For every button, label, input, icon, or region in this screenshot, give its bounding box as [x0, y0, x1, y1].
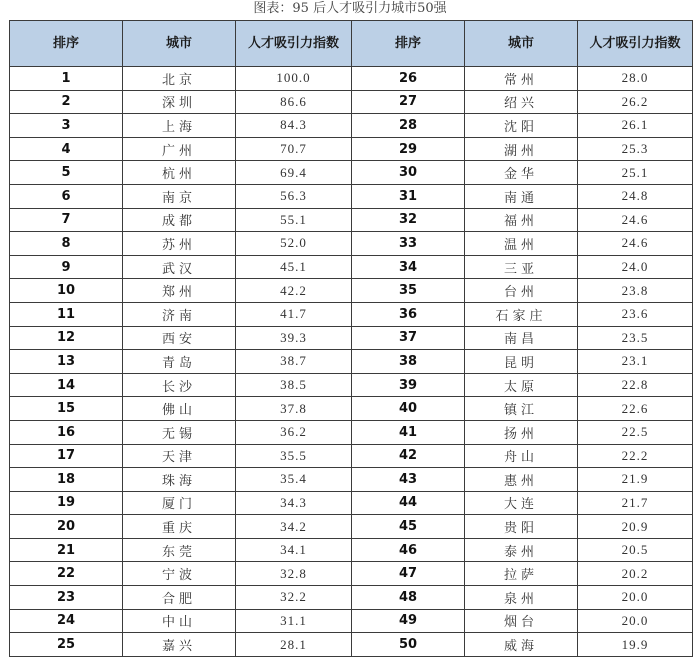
table-row: [10, 468, 693, 492]
score-cell: 34.3: [236, 491, 352, 515]
city-cell: 温州: [465, 232, 578, 256]
rank-cell: 25: [10, 633, 123, 657]
table-row: [10, 609, 693, 633]
city-cell: 福州: [465, 208, 578, 232]
city-cell: 太原: [465, 373, 578, 397]
score-cell: 35.4: [236, 468, 352, 492]
score-cell: 24.8: [578, 184, 693, 208]
city-cell: 宁波: [123, 562, 236, 586]
rank-cell: 41: [352, 420, 465, 444]
table-row: [10, 184, 693, 208]
header-rank: 排序: [352, 21, 465, 67]
city-cell: 长沙: [123, 373, 236, 397]
score-cell: 52.0: [236, 232, 352, 256]
table-row: [10, 279, 693, 303]
rank-cell: 26: [352, 67, 465, 91]
table-row: [10, 350, 693, 374]
score-cell: 34.2: [236, 515, 352, 539]
city-cell: 南京: [123, 184, 236, 208]
city-cell: 昆明: [465, 350, 578, 374]
table-row: [10, 302, 693, 326]
city-cell: 泰州: [465, 538, 578, 562]
city-cell: 沈阳: [465, 114, 578, 138]
rank-cell: 9: [10, 255, 123, 279]
city-cell: 杭州: [123, 161, 236, 185]
rank-cell: 38: [352, 350, 465, 374]
score-cell: 25.3: [578, 137, 693, 161]
city-cell: 西安: [123, 326, 236, 350]
score-cell: 34.1: [236, 538, 352, 562]
rank-cell: 6: [10, 184, 123, 208]
score-cell: 22.2: [578, 444, 693, 468]
score-cell: 38.5: [236, 373, 352, 397]
score-cell: 19.9: [578, 633, 693, 657]
rank-cell: 35: [352, 279, 465, 303]
score-cell: 24.6: [578, 232, 693, 256]
table-row: [10, 373, 693, 397]
score-cell: 28.1: [236, 633, 352, 657]
city-cell: 佛山: [123, 397, 236, 421]
rank-cell: 47: [352, 562, 465, 586]
rank-cell: 18: [10, 468, 123, 492]
city-cell: 扬州: [465, 420, 578, 444]
city-cell: 惠州: [465, 468, 578, 492]
city-cell: 舟山: [465, 444, 578, 468]
header-city: 城市: [123, 21, 236, 67]
score-cell: 22.5: [578, 420, 693, 444]
rank-cell: 40: [352, 397, 465, 421]
score-cell: 21.7: [578, 491, 693, 515]
rank-cell: 36: [352, 302, 465, 326]
score-cell: 20.2: [578, 562, 693, 586]
rank-cell: 49: [352, 609, 465, 633]
header-score: 人才吸引力指数: [236, 21, 352, 67]
rank-cell: 29: [352, 137, 465, 161]
city-cell: 武汉: [123, 255, 236, 279]
score-cell: 31.1: [236, 609, 352, 633]
header-rank: 排序: [10, 21, 123, 67]
score-cell: 70.7: [236, 137, 352, 161]
table-row: [10, 586, 693, 610]
city-cell: 绍兴: [465, 90, 578, 114]
rank-cell: 1: [10, 67, 123, 91]
city-cell: 合肥: [123, 586, 236, 610]
city-cell: 贵阳: [465, 515, 578, 539]
score-cell: 35.5: [236, 444, 352, 468]
score-cell: 39.3: [236, 326, 352, 350]
score-cell: 84.3: [236, 114, 352, 138]
table-row: [10, 420, 693, 444]
score-cell: 41.7: [236, 302, 352, 326]
score-cell: 32.8: [236, 562, 352, 586]
rank-cell: 8: [10, 232, 123, 256]
city-cell: 拉萨: [465, 562, 578, 586]
table-row: [10, 67, 693, 91]
city-cell: 郑州: [123, 279, 236, 303]
score-cell: 20.0: [578, 586, 693, 610]
rank-cell: 23: [10, 586, 123, 610]
city-cell: 厦门: [123, 491, 236, 515]
rank-cell: 19: [10, 491, 123, 515]
rank-cell: 16: [10, 420, 123, 444]
score-cell: 42.2: [236, 279, 352, 303]
rank-cell: 43: [352, 468, 465, 492]
city-cell: 金华: [465, 161, 578, 185]
rank-cell: 12: [10, 326, 123, 350]
rank-cell: 24: [10, 609, 123, 633]
rank-cell: 44: [352, 491, 465, 515]
city-cell: 常州: [465, 67, 578, 91]
rank-cell: 22: [10, 562, 123, 586]
rank-cell: 32: [352, 208, 465, 232]
score-cell: 37.8: [236, 397, 352, 421]
rank-cell: 30: [352, 161, 465, 185]
rank-cell: 48: [352, 586, 465, 610]
rank-cell: 4: [10, 137, 123, 161]
city-cell: 泉州: [465, 586, 578, 610]
score-cell: 26.2: [578, 90, 693, 114]
city-cell: 广州: [123, 137, 236, 161]
rank-cell: 37: [352, 326, 465, 350]
rank-cell: 2: [10, 90, 123, 114]
rank-cell: 7: [10, 208, 123, 232]
score-cell: 26.1: [578, 114, 693, 138]
table-row: [10, 326, 693, 350]
score-cell: 36.2: [236, 420, 352, 444]
score-cell: 20.0: [578, 609, 693, 633]
score-cell: 21.9: [578, 468, 693, 492]
score-cell: 38.7: [236, 350, 352, 374]
table-row: [10, 114, 693, 138]
score-cell: 22.6: [578, 397, 693, 421]
city-cell: 青岛: [123, 350, 236, 374]
table-row: [10, 444, 693, 468]
city-cell: 烟台: [465, 609, 578, 633]
score-cell: 100.0: [236, 67, 352, 91]
table-row: [10, 161, 693, 185]
rank-cell: 14: [10, 373, 123, 397]
city-cell: 天津: [123, 444, 236, 468]
header-city: 城市: [465, 21, 578, 67]
city-cell: 深圳: [123, 90, 236, 114]
table-row: [10, 515, 693, 539]
score-cell: 32.2: [236, 586, 352, 610]
score-cell: 25.1: [578, 161, 693, 185]
city-cell: 台州: [465, 279, 578, 303]
city-cell: 重庆: [123, 515, 236, 539]
city-cell: 东莞: [123, 538, 236, 562]
score-cell: 86.6: [236, 90, 352, 114]
rank-cell: 15: [10, 397, 123, 421]
rank-cell: 10: [10, 279, 123, 303]
score-cell: 55.1: [236, 208, 352, 232]
score-cell: 45.1: [236, 255, 352, 279]
table-header-row: [10, 21, 693, 67]
ranking-table: [9, 20, 693, 657]
rank-cell: 11: [10, 302, 123, 326]
table-row: [10, 232, 693, 256]
table-row: [10, 491, 693, 515]
rank-cell: 42: [352, 444, 465, 468]
city-cell: 威海: [465, 633, 578, 657]
table-body: [10, 67, 693, 657]
rank-cell: 50: [352, 633, 465, 657]
city-cell: 南通: [465, 184, 578, 208]
city-cell: 中山: [123, 609, 236, 633]
city-cell: 湖州: [465, 137, 578, 161]
city-cell: 无锡: [123, 420, 236, 444]
score-cell: 56.3: [236, 184, 352, 208]
score-cell: 28.0: [578, 67, 693, 91]
rank-cell: 45: [352, 515, 465, 539]
city-cell: 苏州: [123, 232, 236, 256]
ranking-table-container: [9, 20, 693, 657]
score-cell: 69.4: [236, 161, 352, 185]
table-row: [10, 633, 693, 657]
rank-cell: 46: [352, 538, 465, 562]
table-row: [10, 90, 693, 114]
rank-cell: 34: [352, 255, 465, 279]
city-cell: 三亚: [465, 255, 578, 279]
table-row: [10, 255, 693, 279]
rank-cell: 39: [352, 373, 465, 397]
score-cell: 23.6: [578, 302, 693, 326]
city-cell: 大连: [465, 491, 578, 515]
table-caption: 图表：95 后人才吸引力城市50强: [253, 1, 447, 16]
rank-cell: 21: [10, 538, 123, 562]
city-cell: 珠海: [123, 468, 236, 492]
city-cell: 镇江: [465, 397, 578, 421]
rank-cell: 28: [352, 114, 465, 138]
table-row: [10, 397, 693, 421]
city-cell: 北京: [123, 67, 236, 91]
rank-cell: 3: [10, 114, 123, 138]
score-cell: 24.6: [578, 208, 693, 232]
rank-cell: 13: [10, 350, 123, 374]
rank-cell: 33: [352, 232, 465, 256]
city-cell: 石家庄: [465, 302, 578, 326]
table-row: [10, 208, 693, 232]
table-row: [10, 137, 693, 161]
score-cell: 23.1: [578, 350, 693, 374]
city-cell: 济南: [123, 302, 236, 326]
score-cell: 24.0: [578, 255, 693, 279]
rank-cell: 5: [10, 161, 123, 185]
score-cell: 20.9: [578, 515, 693, 539]
rank-cell: 20: [10, 515, 123, 539]
city-cell: 上海: [123, 114, 236, 138]
table-row: [10, 562, 693, 586]
score-cell: 22.8: [578, 373, 693, 397]
rank-cell: 17: [10, 444, 123, 468]
score-cell: 20.5: [578, 538, 693, 562]
score-cell: 23.5: [578, 326, 693, 350]
table-row: [10, 538, 693, 562]
rank-cell: 27: [352, 90, 465, 114]
rank-cell: 31: [352, 184, 465, 208]
header-score: 人才吸引力指数: [578, 21, 693, 67]
city-cell: 南昌: [465, 326, 578, 350]
score-cell: 23.8: [578, 279, 693, 303]
city-cell: 成都: [123, 208, 236, 232]
city-cell: 嘉兴: [123, 633, 236, 657]
